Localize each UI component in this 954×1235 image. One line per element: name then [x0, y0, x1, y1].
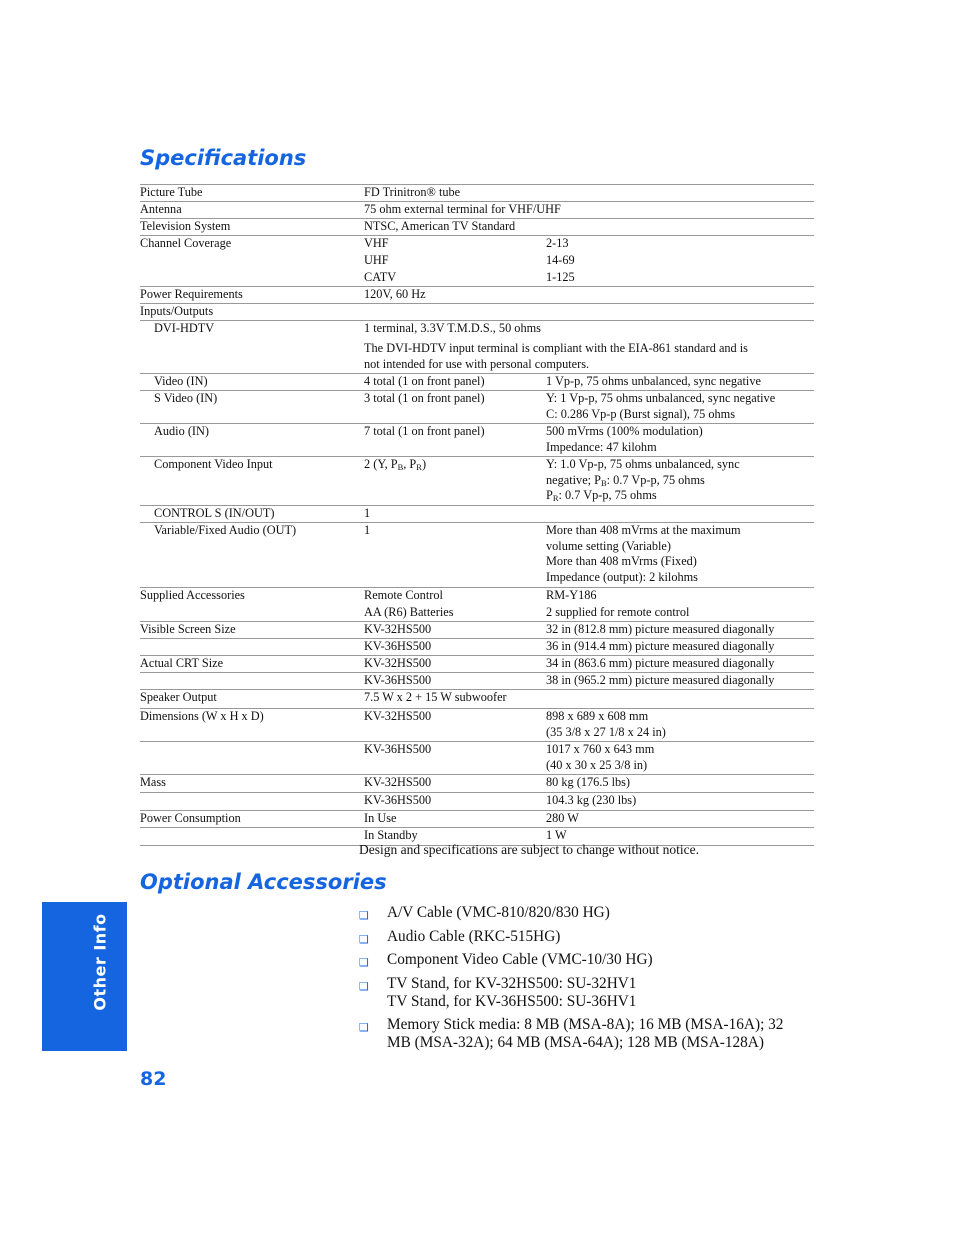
table-row: [140, 811, 814, 828]
spec-detail: 2-13: [546, 236, 569, 250]
spec-label: Video (IN): [154, 374, 208, 388]
checkbox-bullet-icon: ❑: [359, 1021, 369, 1034]
specifications-heading: Specifications: [140, 146, 307, 170]
spec-detail: Y: 1 Vp-p, 75 ohms unbalanced, sync negative: [546, 391, 776, 405]
table-row: [140, 202, 814, 219]
table-row: [140, 673, 814, 690]
list-item: [359, 928, 819, 946]
list-item: [359, 1016, 819, 1052]
spec-detail: $P_R$: 0.7 Vp-p, 75 ohms: [546, 488, 657, 503]
spec-label: Audio (IN): [154, 424, 209, 438]
spec-detail: 104.3 kg (230 lbs): [546, 793, 637, 807]
spec-value: KV-36HS500: [364, 742, 432, 756]
accessory-text: Memory Stick media: 8 MB (MSA-8A); 16 MB (MSA-16A); 32: [387, 1016, 784, 1033]
spec-detail: 36 in (914.4 mm) picture measured diagonally: [546, 639, 775, 653]
list-item: [359, 975, 819, 1011]
spec-detail: volume setting (Variable): [546, 538, 671, 553]
spec-label: Channel Coverage: [140, 236, 232, 250]
table-row: [140, 588, 814, 605]
table-row: [140, 457, 814, 506]
spec-label: Power Consumption: [140, 811, 241, 825]
side-tab-label: Other Info: [90, 913, 110, 1011]
table-row: [140, 639, 814, 656]
spec-label: Television System: [140, 219, 231, 233]
spec-detail: (40 x 30 x 25 3/8 in): [546, 757, 648, 772]
table-row: [140, 605, 814, 622]
spec-value: KV-32HS500: [364, 709, 432, 723]
spec-value: 1: [364, 506, 371, 520]
disclaimer-note: Design and specifications are subject to change without notice.: [359, 842, 700, 857]
spec-label: Actual CRT Size: [140, 656, 224, 670]
spec-value: UHF: [364, 253, 389, 267]
spec-detail: Y: 1.0 Vp-p, 75 ohms unbalanced, sync: [546, 457, 740, 471]
spec-value: 7 total (1 on front panel): [364, 424, 485, 438]
spec-detail: 898 x 689 x 608 mm: [546, 709, 649, 723]
table-row: [140, 709, 814, 742]
accessory-text: Component Video Cable (VMC-10/30 HG): [387, 951, 653, 968]
table-row: [140, 253, 814, 270]
spec-label: Mass: [140, 775, 166, 789]
accessory-text: MB (MSA-32A); 64 MB (MSA-64A); 128 MB (MSA-128A): [387, 1034, 764, 1051]
spec-value: KV-36HS500: [364, 673, 432, 687]
spec-value: KV-32HS500: [364, 775, 432, 789]
spec-value: KV-36HS500: [364, 793, 432, 807]
spec-label: Component Video Input: [154, 457, 273, 471]
spec-note: The DVI-HDTV input terminal is compliant with the EIA-861 standard and is: [364, 341, 748, 355]
spec-value: FD Trinitron® tube: [364, 185, 461, 199]
table-row: [140, 270, 814, 287]
spec-value: KV-32HS500: [364, 622, 432, 636]
specifications-table: [140, 184, 814, 846]
spec-note: not intended for use with personal computers.: [364, 356, 590, 371]
spec-detail: 1 Vp-p, 75 ohms unbalanced, sync negative: [546, 374, 761, 388]
table-row: [140, 304, 814, 321]
table-row: [140, 185, 814, 202]
table-row: [140, 287, 814, 304]
spec-detail: Impedance: 47 kilohm: [546, 439, 657, 454]
spec-value: 120V, 60 Hz: [364, 287, 426, 301]
spec-label: Dimensions (W x H x D): [140, 709, 264, 723]
spec-value: 2 (Y, $P_B$, $P_R$): [364, 457, 427, 472]
table-row: [140, 219, 814, 236]
checkbox-bullet-icon: ❑: [359, 956, 369, 969]
page-number: 82: [140, 1068, 167, 1090]
spec-label: Variable/Fixed Audio (OUT): [154, 523, 297, 537]
table-row: [140, 742, 814, 775]
table-row: [140, 622, 814, 639]
spec-label: S Video (IN): [154, 391, 218, 405]
spec-value: In Standby: [364, 828, 418, 842]
table-row: [140, 236, 814, 253]
table-row: [140, 374, 814, 391]
spec-value: VHF: [364, 236, 389, 250]
table-row: [140, 321, 814, 374]
spec-detail: (35 3/8 x 27 1/8 x 24 in): [546, 724, 666, 739]
spec-detail: More than 408 mVrms at the maximum: [546, 523, 741, 537]
spec-detail: 2 supplied for remote control: [546, 605, 690, 619]
table-row: [140, 424, 814, 457]
spec-label: DVI-HDTV: [154, 321, 215, 335]
spec-label: CONTROL S (IN/OUT): [154, 506, 275, 520]
table-row: [140, 793, 814, 811]
spec-value: KV-36HS500: [364, 639, 432, 653]
table-row: [140, 775, 814, 793]
spec-detail: 1017 x 760 x 643 mm: [546, 742, 655, 756]
spec-value: 7.5 W x 2 + 15 W subwoofer: [364, 690, 507, 704]
spec-detail: C: 0.286 Vp-p (Burst signal), 75 ohms: [546, 406, 736, 421]
accessory-text: Audio Cable (RKC-515HG): [387, 927, 561, 945]
spec-value: CATV: [364, 270, 397, 284]
spec-label: Power Requirements: [140, 287, 243, 301]
spec-label: Inputs/Outputs: [140, 304, 214, 318]
list-item: [359, 951, 819, 969]
accessory-text: TV Stand, for KV-32HS500: SU-32HV1: [387, 974, 637, 992]
spec-detail: Impedance (output): 2 kilohms: [546, 569, 698, 584]
optional-accessories-heading: Optional Accessories: [140, 870, 387, 894]
spec-label: Antenna: [140, 202, 182, 216]
section-side-tab: [42, 902, 127, 1051]
checkbox-bullet-icon: ❑: [359, 932, 369, 946]
table-row: [140, 523, 814, 588]
spec-detail: 280 W: [546, 811, 579, 825]
spec-label: Picture Tube: [140, 185, 203, 199]
table-row: [140, 506, 814, 523]
spec-value: In Use: [364, 811, 397, 825]
spec-detail: 500 mVrms (100% modulation): [546, 424, 703, 438]
spec-value: 75 ohm external terminal for VHF/UHF: [364, 202, 561, 216]
accessory-text: A/V Cable (VMC-810/820/830 HG): [387, 904, 610, 921]
spec-label: Speaker Output: [140, 690, 217, 704]
spec-detail: 80 kg (176.5 lbs): [546, 775, 631, 789]
spec-value: Remote Control: [364, 588, 443, 602]
spec-value: AA (R6) Batteries: [364, 605, 454, 619]
spec-value: 4 total (1 on front panel): [364, 374, 485, 388]
list-item: [359, 904, 819, 922]
spec-label: Supplied Accessories: [140, 588, 245, 602]
spec-detail: 1-125: [546, 270, 575, 284]
checkbox-bullet-icon: ❑: [359, 909, 369, 922]
spec-value: 1: [364, 523, 371, 537]
table-row: [140, 391, 814, 424]
spec-detail: 34 in (863.6 mm) picture measured diagonally: [546, 656, 775, 670]
accessory-text: TV Stand, for KV-36HS500: SU-36HV1: [387, 992, 637, 1010]
spec-detail: 32 in (812.8 mm) picture measured diagonally: [546, 622, 775, 636]
spec-detail: negative; $P_B$: 0.7 Vp-p, 75 ohms: [546, 472, 705, 488]
checkbox-bullet-icon: ❑: [359, 979, 369, 993]
spec-value: NTSC, American TV Standard: [364, 219, 516, 233]
spec-label: Visible Screen Size: [140, 622, 236, 636]
spec-detail: 38 in (965.2 mm) picture measured diagonally: [546, 673, 775, 687]
spec-detail: RM-Y186: [546, 588, 597, 602]
table-row: [140, 690, 814, 709]
accessories-list: [359, 904, 819, 1058]
table-row: [140, 656, 814, 673]
spec-detail: 14-69: [546, 253, 575, 267]
spec-detail: 1 W: [546, 828, 567, 842]
spec-detail: More than 408 mVrms (Fixed): [546, 554, 697, 568]
spec-value: 3 total (1 on front panel): [364, 391, 485, 405]
spec-value: KV-32HS500: [364, 656, 432, 670]
spec-value: 1 terminal, 3.3V T.M.D.S., 50 ohms: [364, 321, 541, 335]
